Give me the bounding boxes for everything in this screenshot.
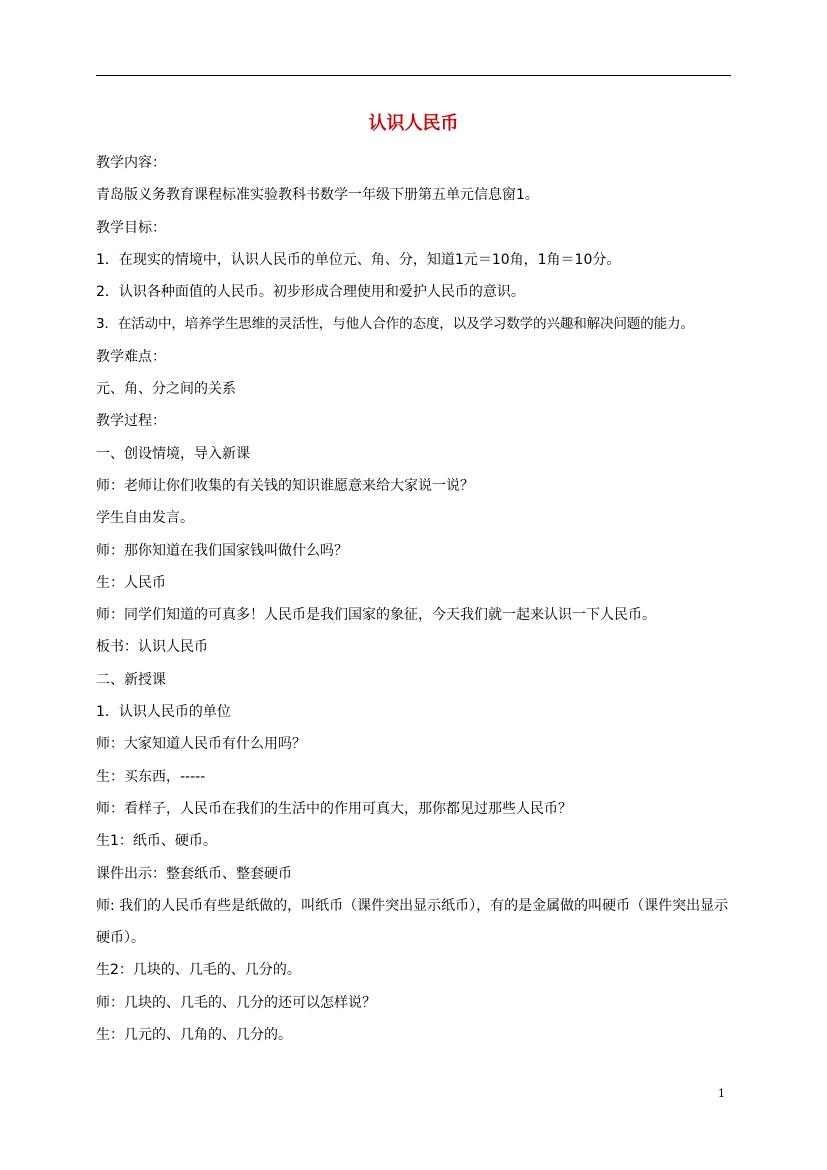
- paragraph-process-heading: 教学过程：: [96, 413, 166, 430]
- document-title: 认识人民币: [368, 113, 459, 134]
- paragraph-goal-3: 3．在活动中，培养学生思维的灵活性，与他人合作的态度，以及学习数学的兴趣和解决问题的能力。: [96, 316, 694, 333]
- dialogue-line: 师：大家知道人民币有什么用吗？: [96, 736, 306, 753]
- paragraph-teaching-goals-heading: 教学目标：: [96, 219, 166, 236]
- dialogue-line: 师：同学们知道的可真多！人民币是我们国家的象征，今天我们就一起来认识一下人民币。: [96, 607, 656, 624]
- section-heading-new-lesson: 二、新授课: [96, 671, 166, 688]
- dialogue-line: 生：买东西，-----: [96, 768, 206, 785]
- dialogue-line: 师: 我们的人民币有些是纸做的，叫纸币（课件突出显示纸币），有的是金属做的叫硬币（课件突出显示硬币）。: [96, 897, 729, 947]
- page-number: 1: [718, 1087, 725, 1100]
- blackboard-note: 板书：认识人民币: [96, 639, 208, 656]
- paragraph-difficulty: 元、角、分之间的关系: [96, 381, 236, 398]
- subsection-heading-units: 1．认识人民币的单位: [96, 704, 231, 721]
- paragraph-difficulty-heading: 教学难点：: [96, 348, 166, 365]
- header-rule: [96, 75, 731, 76]
- dialogue-line: 师：几块的、几毛的、几分的还可以怎样说？: [96, 994, 376, 1011]
- dialogue-line: 师：那你知道在我们国家钱叫做什么吗？: [96, 542, 348, 559]
- paragraph-goal-1: 1．在现实的情境中，认识人民币的单位元、角、分，知道1元＝10角，1角＝10分。: [96, 251, 621, 268]
- paragraph-textbook-reference: 青岛版义务教育课程标准实验教科书数学一年级下册第五单元信息窗1。: [96, 187, 539, 204]
- paragraph-teaching-content-heading: 教学内容：: [96, 155, 166, 171]
- dialogue-line: 生2：几块的、几毛的、几分的。: [96, 962, 301, 979]
- paragraph-goal-2: 2．认识各种面值的人民币。初步形成合理使用和爱护人民币的意识。: [96, 284, 525, 301]
- dialogue-line: 师：老师让你们收集的有关钱的知识谁愿意来给大家说一说？: [96, 477, 474, 494]
- dialogue-line: 学生自由发言。: [96, 510, 194, 527]
- dialogue-line: 生1：纸币、硬币。: [96, 833, 217, 850]
- document-body: [96, 147, 736, 1051]
- dialogue-line: 生：人民币: [96, 574, 166, 591]
- courseware-note: 课件出示：整套纸币、整套硬币: [96, 865, 292, 882]
- section-heading-intro: 一、创设情境，导入新课: [96, 445, 250, 462]
- dialogue-line: 生：几元的、几角的、几分的。: [96, 1027, 292, 1044]
- dialogue-line: 师：看样子，人民币在我们的生活中的作用可真大，那你都见过那些人民币？: [96, 800, 572, 817]
